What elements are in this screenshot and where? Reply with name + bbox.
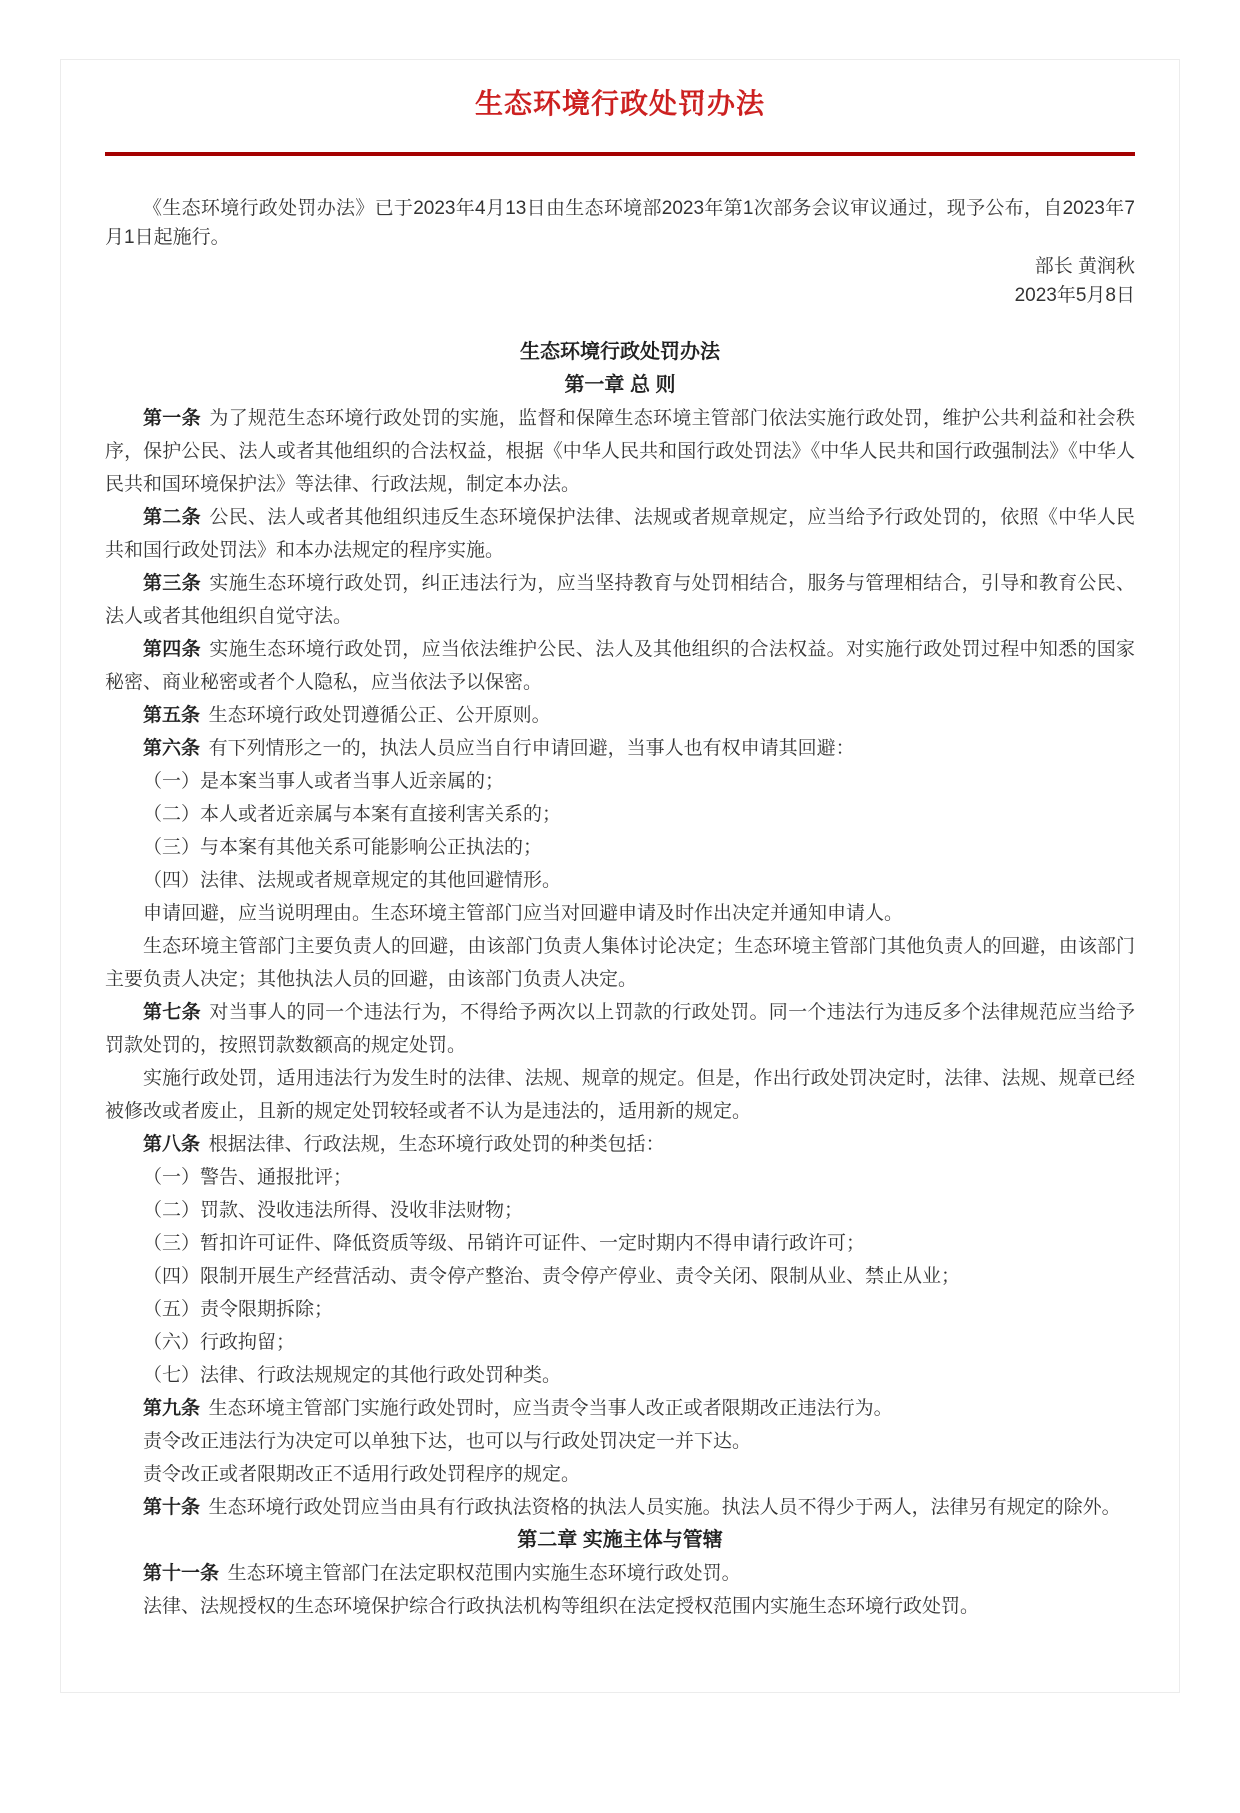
article-number: 第九条 [143,1398,201,1419]
article-paragraph: 第三条 实施生态环境行政处罚，纠正违法行为，应当坚持教育与处罚相结合，服务与管理相结合，引导和教育公民、法人或者其他组织自觉守法。 [105,573,1135,627]
article-paragraph: 第五条 生态环境行政处罚遵循公正、公开原则。 [143,705,551,726]
article-paragraph: 第七条 对当事人的同一个违法行为，不得给予两次以上罚款的行政处罚。同一个违法行为违反多个法律规范应当给予罚款处罚的，按照罚款数额高的规定处罚。 [105,1002,1135,1056]
article-number: 第七条 [143,1002,201,1023]
document-heading: 生态环境行政处罚办法 [520,341,720,363]
paragraph: （二）罚款、没收违法所得、没收非法财物； [143,1200,524,1221]
article-paragraph: 第一条 为了规范生态环境行政处罚的实施，监督和保障生态环境主管部门依法实施行政处罚，维护公共利益和社会秩序，保护公民、法人或者其他组织的合法权益，根据《中华人民共和国行政处罚法》《中华人民共和国行政强制法》《中华人民共和国环境保护法》等法律、行政法规，制定本办法。 [105,408,1135,495]
paragraph: 实施行政处罚，适用违法行为发生时的法律、法规、规章的规定。但是，作出行政处罚决定时，法律、法规、规章已经被修改或者废止，且新的规定处罚较轻或者不认为是违法的，适用新的规定。 [105,1068,1135,1122]
article-paragraph: 第八条 根据法律、行政法规，生态环境行政处罚的种类包括： [143,1134,665,1155]
paragraph: （三）与本案有其他关系可能影响公正执法的； [143,837,543,858]
article-number: 第四条 [143,639,201,660]
article-paragraph: 第十一条 生态环境主管部门在法定职权范围内实施生态环境行政处罚。 [143,1563,741,1584]
article-paragraph: 第六条 有下列情形之一的，执法人员应当自行申请回避，当事人也有权申请其回避： [143,738,855,759]
document-sheet [60,59,1180,1693]
article-paragraph: 第九条 生态环境主管部门实施行政处罚时，应当责令当事人改正或者限期改正违法行为。 [143,1398,893,1419]
article-number: 第十一条 [143,1563,220,1584]
signature-line: 部长 黄润秋 [1034,256,1135,277]
paragraph: （六）行政拘留； [143,1332,296,1353]
paragraph: 责令改正或者限期改正不适用行政处罚程序的规定。 [143,1464,581,1485]
article-number: 第三条 [143,573,201,594]
article-paragraph: 第四条 实施生态环境行政处罚，应当依法维护公民、法人及其他组织的合法权益。对实施行政处罚过程中知悉的国家秘密、商业秘密或者个人隐私，应当依法予以保密。 [105,639,1135,693]
paragraph: （五）责令限期拆除； [143,1299,334,1320]
article-number: 第一条 [143,408,201,429]
paragraph: （四）限制开展生产经营活动、责令停产整治、责令停产停业、责令关闭、限制从业、禁止从业； [143,1266,961,1287]
preamble-paragraph: 《生态环境行政处罚办法》已于2023年4月13日由生态环境部2023年第1次部务会议审议通过，现予公布，自2023年7月1日起施行。 [105,198,1135,248]
page-title: 生态环境行政处罚办法 [474,88,765,119]
paragraph: （二）本人或者近亲属与本案有直接利害关系的； [143,804,562,825]
paragraph: 生态环境主管部门主要负责人的回避，由该部门负责人集体讨论决定；生态环境主管部门其他负责人的回避，由该部门主要负责人决定；其他执法人员的回避，由该部门负责人决定。 [105,936,1135,990]
article-paragraph: 第十条 生态环境行政处罚应当由具有行政执法资格的执法人员实施。执法人员不得少于两人，法律另有规定的除外。 [143,1497,1121,1518]
paragraph: （三）暂扣许可证件、降低资质等级、吊销许可证件、一定时期内不得申请行政许可； [143,1233,866,1254]
paragraph: 责令改正违法行为决定可以单独下达，也可以与行政处罚决定一并下达。 [143,1431,752,1452]
article-number: 第六条 [143,738,201,759]
paragraph: （一）是本案当事人或者当事人近亲属的； [143,771,505,792]
article-number: 第二条 [143,507,201,528]
paragraph: 法律、法规授权的生态环境保护综合行政执法机构等组织在法定授权范围内实施生态环境行政处罚。 [143,1596,980,1617]
chapter-heading: 第二章 实施主体与管辖 [517,1529,723,1551]
article-number: 第五条 [143,705,201,726]
article-paragraph: 第二条 公民、法人或者其他组织违反生态环境保护法律、法规或者规章规定，应当给予行政处罚的，依照《中华人民共和国行政处罚法》和本办法规定的程序实施。 [105,507,1135,561]
chapter-heading: 第一章 总 则 [564,374,676,396]
document-body [105,369,1135,1623]
paragraph: 申请回避，应当说明理由。生态环境主管部门应当对回避申请及时作出决定并通知申请人。 [143,903,904,924]
paragraph: （四）法律、法规或者规章规定的其他回避情形。 [143,870,562,891]
paragraph: （七）法律、行政法规规定的其他行政处罚种类。 [143,1365,562,1386]
signature-date: 2023年5月8日 [1014,285,1135,306]
paragraph: （一）警告、通报批评； [143,1167,353,1188]
article-number: 第八条 [143,1134,201,1155]
title-rule [105,152,1135,156]
article-number: 第十条 [143,1497,201,1518]
